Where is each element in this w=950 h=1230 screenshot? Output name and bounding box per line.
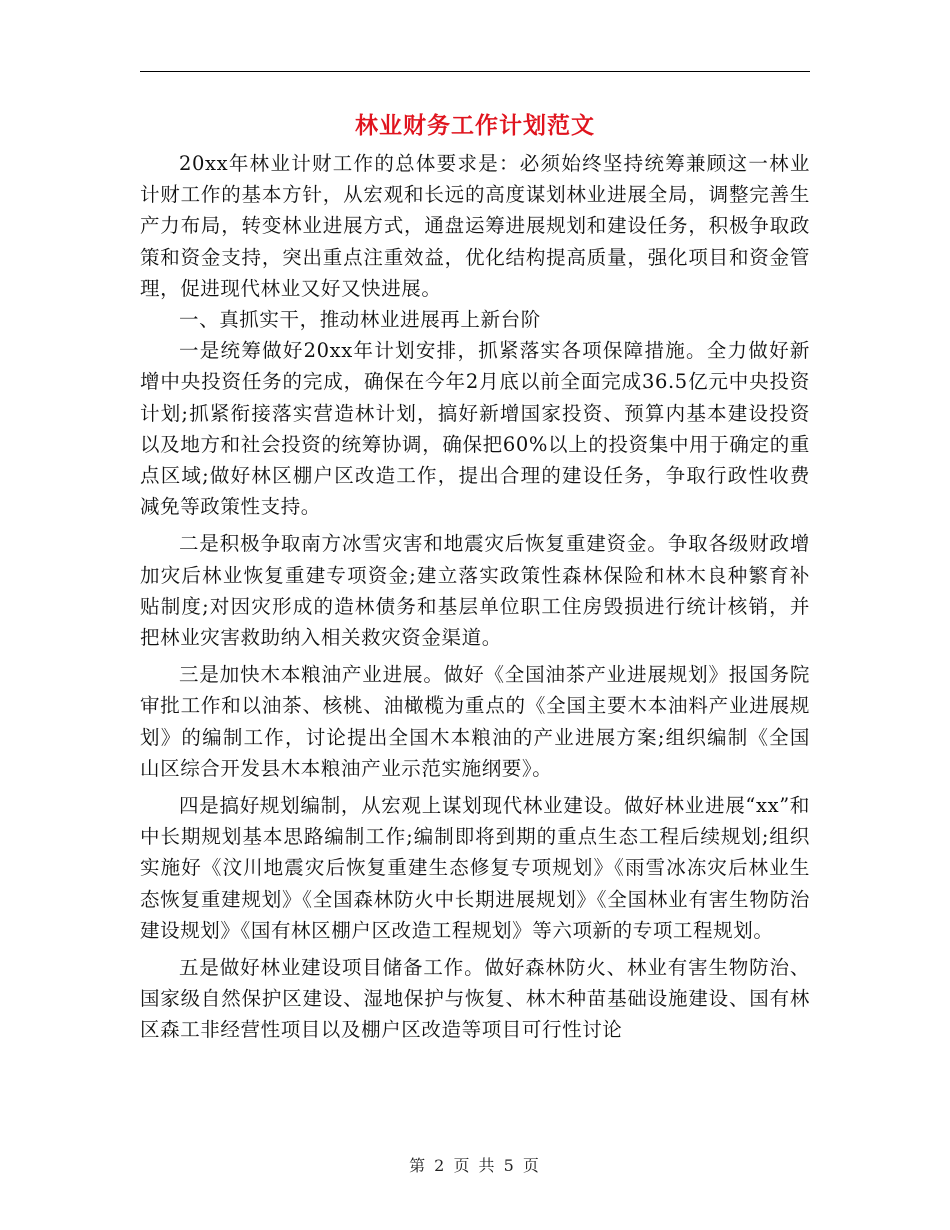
section-heading: 一、真抓实干，推动林业进展再上新台阶 bbox=[179, 308, 541, 332]
paragraph-item-2: 二是积极争取南方冰雪灾害和地震灾后恢复重建资金。争取各级财政增加灾后林业恢复重建专项资金;建立落实政策性森林保险和林木良种繁育补贴制度;对因灾形成的造林债务和基层单位职工住房毁损进行统计核销，并把林业灾害救助纳入相关救灾资金渠道。 bbox=[140, 532, 810, 650]
paragraph-item-1: 一是统筹做好20xx年计划安排，抓紧落实各项保障措施。全力做好新增中央投资任务的完成，确保在今年2月底以前全面完成36.5亿元中央投资计划;抓紧衔接落实营造林计划，搞好新增国家投资、预算内基本建设投资以及地方和社会投资的统筹协调，确保把60%以上的投资集中用于确定的重点区域;做好林区棚户区改造工作，提出合理的建设任务，争取行政性收费减免等政策性支持。 bbox=[140, 339, 810, 519]
page-title: 林业财务工作计划范文 bbox=[355, 112, 595, 139]
paragraph-item-3: 三是加快木本粮油产业进展。做好《全国油茶产业进展规划》报国务院审批工作和以油茶、核桃、油橄榄为重点的《全国主要木本油料产业进展规划》的编制工作，讨论提出全国木本粮油的产业进展方案;组织编制《全国山区综合开发县木本粮油产业示范实施纲要》。 bbox=[140, 663, 810, 780]
paragraph-item-5: 五是做好林业建设项目储备工作。做好森林防火、林业有害生物防治、国家级自然保护区建设、湿地保护与恢复、林木种苗基础设施建设、国有林区森工非经营性项目以及棚户区改造等项目可行性讨论 bbox=[140, 956, 810, 1042]
paragraph-item-4: 四是搞好规划编制，从宏观上谋划现代林业建设。做好林业进展“xx”和中长期规划基本思路编制工作;编制即将到期的重点生态工程后续规划;组织实施好《汶川地震灾后恢复重建生态修复专项规划》《雨雪冰冻灾后林业生态恢复重建规划》《全国森林防火中长期进展规划》《全国林业有害生物防治建设规划》《国有林区棚户区改造工程规划》等六项新的专项工程规划。 bbox=[140, 794, 810, 942]
paragraph-intro: 20xx年林业计财工作的总体要求是：必须始终坚持统筹兼顾这一林业计财工作的基本方针，从宏观和长远的高度谋划林业进展全局，调整完善生产力布局，转变林业进展方式，通盘运筹进展规划和建设任务，积极争取政策和资金支持，突出重点注重效益，优化结构提高质量，强化项目和资金管理，促进现代林业又好又快进展。 bbox=[140, 152, 810, 300]
page-number-footer: 第 2 页 共 5 页 bbox=[409, 1156, 541, 1175]
header-rule bbox=[140, 71, 810, 72]
document-body bbox=[140, 148, 810, 1046]
